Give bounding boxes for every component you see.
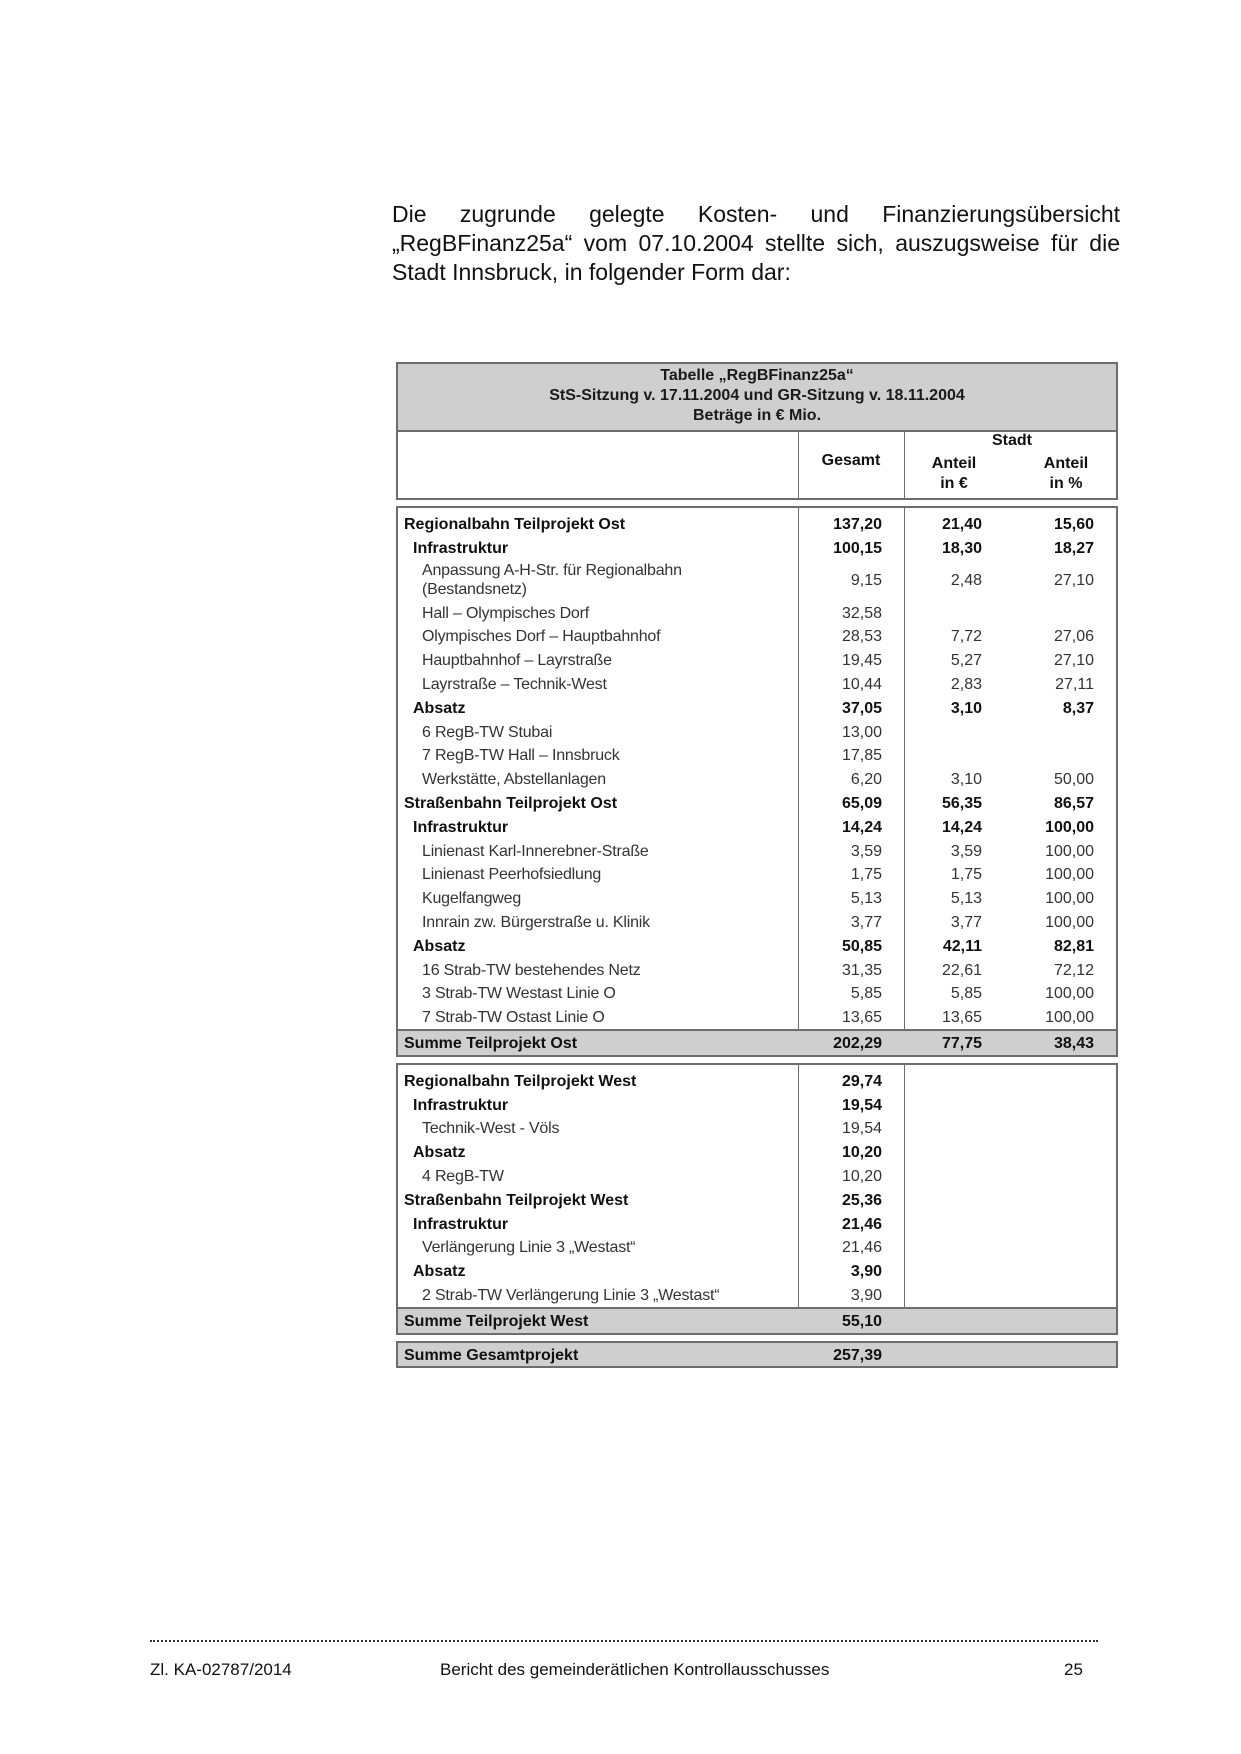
row-anteil-eur: 5,13 [950, 890, 982, 908]
col-anteil-pct-line2: in % [1049, 475, 1083, 492]
col-anteil-eur [904, 454, 1004, 494]
table-row [398, 648, 1116, 672]
row-label: Technik-West - Völs [422, 1120, 560, 1138]
finance-table [396, 362, 1118, 1368]
table-row [398, 720, 1116, 744]
table-row [398, 536, 1116, 560]
row-anteil-pct: 50,00 [1053, 771, 1094, 789]
table-row [398, 767, 1116, 791]
row-gesamt: 5,85 [850, 985, 882, 1003]
row-gesamt: 21,46 [841, 1215, 882, 1233]
row-label: 2 Strab-TW Verlängerung Linie 3 „Westast“ [422, 1286, 720, 1304]
row-gesamt: 13,65 [841, 1009, 882, 1027]
row-gesamt: 19,45 [841, 652, 882, 670]
row-gesamt: 10,44 [841, 675, 882, 693]
row-anteil-eur: 5,85 [950, 985, 982, 1003]
row-anteil-eur: 2,48 [950, 571, 982, 589]
row-label: Infrastruktur [413, 539, 509, 557]
row-gesamt: 37,05 [841, 699, 882, 717]
row-anteil-eur: 42,11 [942, 937, 982, 955]
footer-reference: Zl. KA-02787/2014 [150, 1660, 292, 1679]
row-gesamt: 31,35 [841, 961, 882, 979]
row-label: Kugelfangweg [422, 890, 522, 908]
row-gesamt: 3,90 [850, 1263, 882, 1281]
row-gesamt: 9,15 [850, 571, 882, 589]
total-label: Summe Gesamtprojekt [404, 1346, 579, 1364]
col-gesamt: Gesamt [821, 452, 881, 469]
row-label: Infrastruktur [413, 1215, 509, 1233]
table-row [398, 1259, 1116, 1283]
row-anteil-pct: 15,60 [1053, 516, 1094, 533]
row-anteil-eur: 5,27 [950, 652, 982, 670]
ost-sum-label: Summe Teilprojekt Ost [404, 1034, 578, 1052]
row-label: Absatz [413, 1144, 466, 1162]
row-label: Infrastruktur [413, 1096, 509, 1114]
row-label: Straßenbahn Teilprojekt Ost [404, 794, 618, 812]
row-label: Absatz [413, 699, 466, 717]
table-row [398, 1283, 1116, 1307]
row-gesamt: 50,85 [841, 937, 882, 955]
table-row [398, 1164, 1116, 1188]
column-headers [398, 432, 1116, 498]
row-label: 7 RegB-TW Hall – Innsbruck [422, 747, 620, 765]
west-sum-label: Summe Teilprojekt West [404, 1312, 589, 1330]
row-gesamt: 3,59 [850, 842, 882, 860]
table-title: Tabelle „RegBFinanz25a“ [660, 367, 854, 384]
row-label: Regionalbahn Teilprojekt West [404, 1072, 637, 1090]
table-row [398, 624, 1116, 648]
row-anteil-pct: 100,00 [1045, 842, 1094, 860]
table-row [398, 1235, 1116, 1259]
row-gesamt: 3,77 [850, 913, 882, 931]
west-rows [398, 1065, 1116, 1307]
row-anteil-pct: 82,81 [1053, 937, 1094, 955]
page-number: 25 [1064, 1660, 1083, 1679]
table-row [398, 958, 1116, 982]
row-label: Regionalbahn Teilprojekt Ost [404, 516, 626, 533]
ost-sum-gesamt: 202,29 [833, 1034, 882, 1052]
row-label: Linienast Karl-Innerebner-Straße [422, 842, 649, 860]
row-label: Olympisches Dorf – Hauptbahnhof [422, 628, 661, 646]
footer-title: Bericht des gemeinderätlichen Kontrollausschusses [440, 1660, 830, 1679]
table-header-block [396, 362, 1118, 500]
row-anteil-eur: 21,40 [941, 516, 982, 533]
table-title-box [398, 364, 1116, 432]
row-label: Linienast Peerhofsiedlung [422, 866, 602, 884]
row-gesamt: 14,24 [841, 818, 882, 836]
col-anteil-pct-line1: Anteil [1043, 455, 1089, 472]
total-gesamt: 257,39 [833, 1346, 882, 1364]
table-row [398, 1093, 1116, 1117]
row-gesamt: 1,75 [850, 866, 882, 884]
row-anteil-eur: 22,61 [941, 961, 982, 979]
ost-sum-row [398, 1029, 1116, 1055]
row-label: Innrain zw. Bürgerstraße u. Klinik [422, 913, 650, 931]
row-gesamt: 19,54 [841, 1096, 882, 1114]
row-gesamt: 19,54 [841, 1120, 882, 1138]
row-anteil-pct: 18,27 [1053, 539, 1094, 557]
table-row [398, 886, 1116, 910]
row-anteil-eur: 3,10 [950, 771, 982, 789]
row-label: 4 RegB-TW [422, 1167, 504, 1185]
row-gesamt: 6,20 [850, 771, 882, 789]
row-label: Hauptbahnhof – Layrstraße [422, 652, 612, 670]
row-gesamt: 32,58 [841, 604, 882, 622]
footer-divider [150, 1640, 1098, 1642]
table-row [398, 981, 1116, 1005]
table-row [398, 910, 1116, 934]
row-anteil-eur: 13,65 [941, 1009, 982, 1027]
row-anteil-pct: 86,57 [1053, 794, 1094, 812]
col-anteil-eur-line2: in € [940, 475, 968, 492]
ost-block [396, 506, 1118, 1057]
row-label: 16 Strab-TW bestehendes Netz [422, 961, 641, 979]
table-row [398, 1005, 1116, 1029]
row-label: Absatz [413, 1263, 466, 1281]
table-row [398, 512, 1116, 536]
row-anteil-pct: 8,37 [1062, 699, 1094, 717]
table-row [398, 934, 1116, 958]
row-label: Layrstraße – Technik-West [422, 675, 607, 693]
table-subtitle: StS-Sitzung v. 17.11.2004 und GR-Sitzung v. 18.11.2004 [549, 387, 965, 404]
row-anteil-eur: 3,77 [950, 913, 982, 931]
row-label: Verlängerung Linie 3 „Westast“ [422, 1239, 636, 1257]
row-label: Absatz [413, 937, 466, 955]
ost-rows [398, 508, 1116, 1029]
total-block [396, 1341, 1118, 1369]
row-anteil-eur: 2,83 [950, 675, 982, 693]
col-anteil-pct [1012, 454, 1120, 494]
row-anteil-eur: 7,72 [950, 628, 982, 646]
table-row [398, 862, 1116, 886]
table-row [398, 696, 1116, 720]
row-anteil-eur: 3,10 [950, 699, 982, 717]
west-sum-gesamt: 55,10 [841, 1312, 882, 1330]
table-row [398, 815, 1116, 839]
table-row [398, 1140, 1116, 1164]
table-row [398, 791, 1116, 815]
row-anteil-pct: 27,10 [1053, 652, 1094, 670]
table-row [398, 743, 1116, 767]
table-row [398, 1188, 1116, 1212]
row-anteil-pct: 27,10 [1053, 571, 1094, 589]
row-gesamt: 5,13 [850, 890, 882, 908]
row-anteil-pct: 100,00 [1045, 985, 1094, 1003]
ost-sum-pct: 38,43 [1053, 1034, 1094, 1052]
row-anteil-pct: 100,00 [1045, 1009, 1094, 1027]
row-gesamt: 10,20 [841, 1167, 882, 1185]
total-row [398, 1343, 1116, 1367]
row-gesamt: 29,74 [841, 1072, 882, 1090]
row-label: 3 Strab-TW Westast Linie O [422, 985, 616, 1003]
row-label: 7 Strab-TW Ostast Linie O [422, 1009, 605, 1027]
row-gesamt: 100,15 [833, 539, 882, 557]
row-label: Straßenbahn Teilprojekt West [404, 1191, 629, 1209]
row-anteil-eur: 14,24 [941, 818, 982, 836]
col-stadt: Stadt [992, 432, 1032, 449]
ost-sum-eur: 77,75 [941, 1034, 982, 1052]
row-anteil-pct: 72,12 [1053, 961, 1094, 979]
row-anteil-pct: 100,00 [1045, 818, 1094, 836]
row-anteil-pct: 100,00 [1045, 913, 1094, 931]
intro-paragraph: Die zugrunde gelegte Kosten- und Finanzierungsübersicht „RegBFinanz25a“ vom 07.10.2004 stellte sich, auszugsweise für die Stadt Innsbruck, in folgender Form dar: [392, 201, 1120, 285]
table-unit: Beträge in € Mio. [692, 407, 822, 424]
row-gesamt: 13,00 [841, 723, 882, 741]
row-gesamt: 137,20 [833, 516, 882, 533]
row-gesamt: 28,53 [841, 628, 882, 646]
west-sum-row [398, 1307, 1116, 1333]
row-gesamt: 10,20 [841, 1144, 882, 1162]
row-anteil-pct: 27,11 [1055, 675, 1094, 693]
row-label: Anpassung A-H-Str. für Regionalbahn (Bestandsnetz) [422, 561, 682, 598]
table-row [398, 672, 1116, 696]
row-anteil-eur: 18,30 [941, 539, 982, 557]
west-block [396, 1063, 1118, 1335]
row-gesamt: 25,36 [841, 1191, 882, 1209]
row-label: Werkstätte, Abstellanlagen [422, 771, 606, 789]
row-label: Infrastruktur [413, 818, 509, 836]
table-row [398, 1069, 1116, 1093]
row-anteil-pct: 27,06 [1053, 628, 1094, 646]
table-row [398, 1212, 1116, 1236]
col-anteil-eur-line1: Anteil [931, 455, 977, 472]
row-label: 6 RegB-TW Stubai [422, 723, 553, 741]
table-row [398, 1116, 1116, 1140]
row-anteil-pct: 100,00 [1045, 890, 1094, 908]
row-label: Hall – Olympisches Dorf [422, 604, 590, 622]
row-gesamt: 21,46 [841, 1239, 882, 1257]
table-row [398, 560, 1116, 601]
row-anteil-eur: 56,35 [941, 794, 982, 812]
row-gesamt: 65,09 [841, 794, 882, 812]
row-anteil-eur: 1,75 [950, 866, 982, 884]
table-row [398, 601, 1116, 625]
row-gesamt: 3,90 [850, 1286, 882, 1304]
row-anteil-eur: 3,59 [950, 842, 982, 860]
table-row [398, 839, 1116, 863]
row-gesamt: 17,85 [841, 747, 882, 765]
row-anteil-pct: 100,00 [1045, 866, 1094, 884]
